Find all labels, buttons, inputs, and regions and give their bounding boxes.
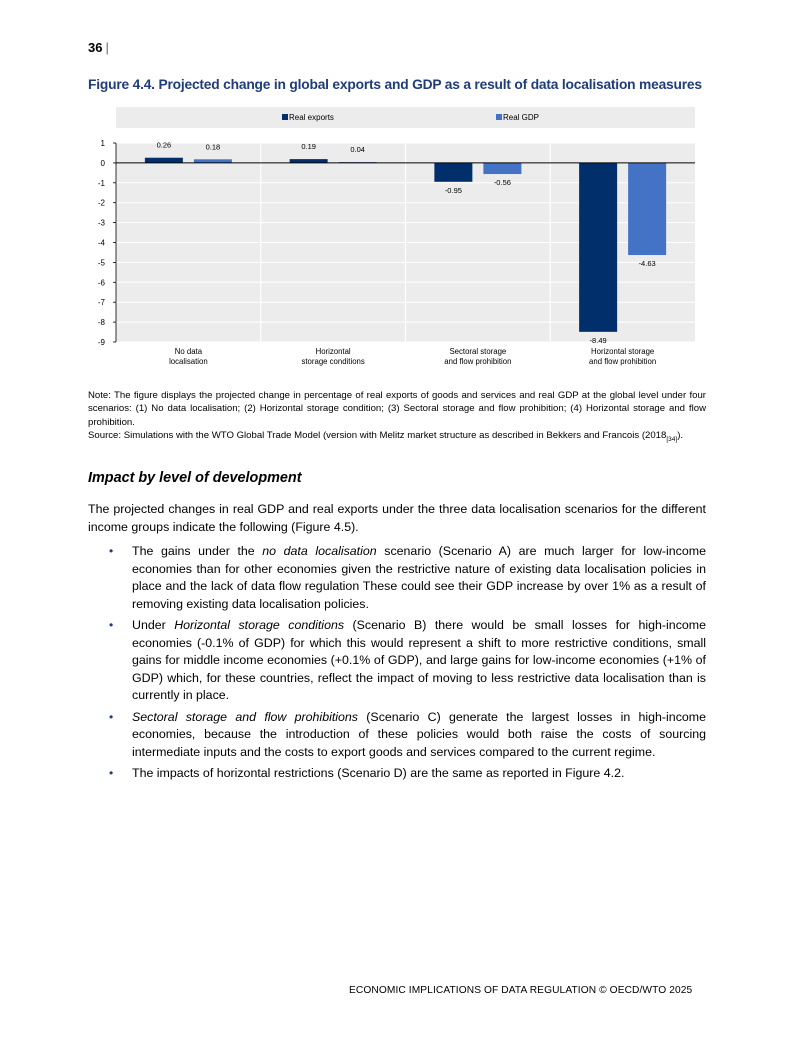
list-item	[88, 617, 706, 705]
legend-swatch	[282, 114, 288, 120]
page-footer: ECONOMIC IMPLICATIONS OF DATA REGULATION © OECD/WTO 2025	[349, 985, 693, 996]
figure-note-text: Note: The figure displays the projected change in percentage of real exports of goods and services and real GDP at the global level under four scenarios: (1) No data localisation; (2) Horizontal storage condition; (3) Sectoral storage and flow prohibition; (4) Horizontal storage and flow prohibition.	[88, 390, 706, 428]
bullet-text: Under	[132, 618, 175, 632]
bullet-text: scenario (Scenario A) are much larger for low-income economies than for other economies given the restrictive nature of existing data localisation policies in place and the lack of data flow regulation These could see their GDP increase by over 1% as a result of removing existing data localisation policies.	[132, 544, 706, 611]
figure-source	[88, 429, 706, 446]
y-tick-label: -1	[97, 178, 105, 188]
bullet-list	[88, 543, 706, 787]
bullet-italic: Horizontal storage conditions	[174, 618, 345, 632]
data-label: -0.95	[444, 185, 462, 195]
x-tick-label: localisation	[169, 357, 208, 366]
y-tick-label: 1	[100, 139, 105, 148]
x-tick-label: and flow prohibition	[589, 357, 657, 366]
figure-note	[88, 389, 706, 447]
figure-source-end: ).	[677, 430, 684, 442]
bar	[290, 159, 328, 163]
bar	[145, 158, 183, 163]
data-label: 0.04	[350, 145, 365, 155]
bullet-icon: •	[109, 544, 114, 558]
data-label: -4.63	[638, 259, 656, 269]
y-tick-label: -8	[97, 318, 105, 328]
bullet-icon: •	[109, 618, 114, 632]
list-item	[88, 709, 706, 762]
x-tick-label: Sectoral storage	[449, 347, 507, 356]
bar	[434, 163, 472, 182]
data-label: 0.19	[301, 142, 316, 152]
bar	[483, 163, 521, 174]
bar	[579, 163, 617, 332]
section-heading: Impact by level of development	[88, 470, 302, 486]
x-tick-label: Horizontal	[315, 347, 351, 356]
x-tick-label: and flow prohibition	[444, 357, 512, 366]
bullet-text: (Scenario C) generate the largest losses in high-income economies, because the introduction of these policies would both raise the costs of sourcing intermediate inputs and the costs to export goods and services compared to the current regime.	[132, 709, 706, 759]
page-number-separator: |	[105, 40, 109, 55]
y-tick-label: -9	[97, 338, 105, 347]
y-tick-label: -3	[97, 218, 105, 228]
figure-source-text: Source: Simulations with the WTO Global Trade Model (version with Melitz market structure as described in Bekkers and Francois (2018	[88, 430, 667, 442]
data-label: 0.18	[205, 142, 221, 152]
y-tick-label: -2	[97, 198, 105, 208]
bar-chart	[84, 104, 696, 369]
data-label: -0.56	[493, 178, 511, 188]
legend-label: Real GDP	[503, 113, 540, 122]
y-tick-label: -5	[97, 258, 105, 268]
bullet-italic: Sectoral storage and flow prohibitions	[132, 709, 359, 724]
x-tick-label: No data	[174, 347, 203, 356]
figure-source-ref: [34]	[666, 436, 678, 444]
y-tick-label: -6	[97, 278, 105, 288]
y-tick-label: 0	[100, 158, 105, 168]
list-item	[88, 765, 706, 783]
bullet-icon: •	[109, 766, 114, 780]
data-label: -8.49	[589, 335, 607, 345]
bullet-text: The impacts of horizontal restrictions (Scenario D) are the same as reported in Figure 4.2.	[132, 766, 625, 780]
list-item	[88, 543, 706, 613]
legend-background	[116, 107, 695, 128]
bullet-text: The gains under the	[132, 544, 263, 558]
bullet-icon: •	[109, 709, 114, 724]
legend-label: Real exports	[289, 113, 334, 122]
data-label: 0.26	[156, 140, 172, 150]
bar	[628, 163, 666, 255]
y-tick-label: -7	[97, 298, 105, 308]
x-tick-label: Horizontal storage	[590, 347, 655, 356]
intro-paragraph: The projected changes in real GDP and real exports under the three data localisation scenarios for the different income groups indicate the following (Figure 4.5).	[88, 502, 706, 534]
page-number-value: 36	[88, 40, 103, 55]
x-tick-label: storage conditions	[301, 357, 365, 366]
bullet-text: (Scenario B) there would be small losses for high-income economies (-0.1% of GDP) for which this would represent a shift to more restrictive conditions, small gains for middle income economies (+0.1% of GDP), and large gains for low-income economies (+1% of GDP) which, for these countries, reflect the impact of moving to less restrictive data localisation than is currently in place.	[132, 618, 706, 702]
bullet-italic: no data localisation	[262, 544, 377, 558]
figure-title: Figure 4.4. Projected change in global exports and GDP as a result of data localisation measures	[88, 77, 702, 92]
legend-swatch	[496, 114, 502, 120]
y-tick-label: -4	[97, 238, 105, 248]
page-number	[88, 40, 109, 55]
bar	[194, 159, 232, 163]
